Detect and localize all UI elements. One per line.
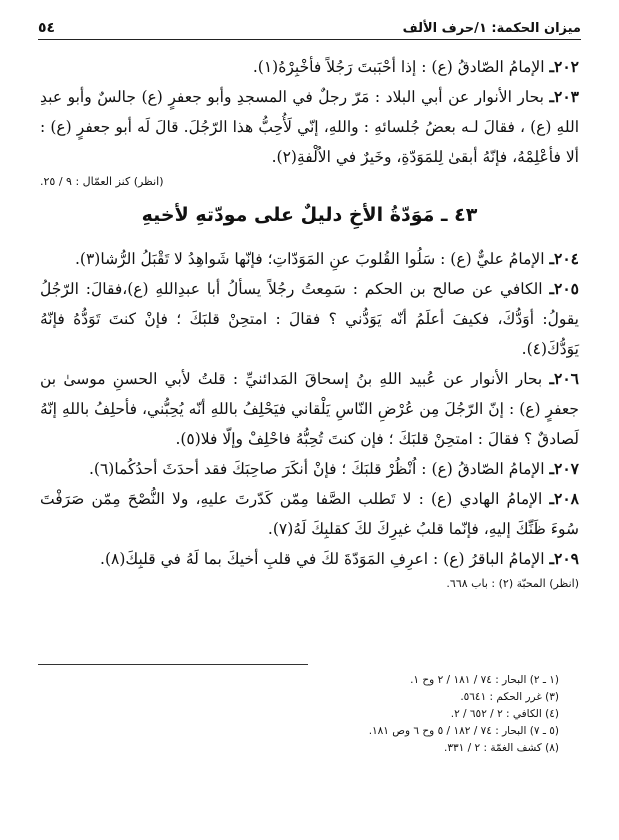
hadith-entry — [40, 52, 579, 82]
footnote: (٣) غرر الحكم : ٥٦٤١. — [460, 691, 559, 703]
hadith-text: الكافي عن صالح بن الحكم : سَمِعتُ رجُلاً يسألُ أبا عبدِاللهِ (ع)،فقالَ: الرّجُلُ يقولُ: أوَدُّكَ، فكيفَ أعلَمُ أنّه يَوَدُّني ؟ فقالَ : امتحِنْ قلبَكَ ؛ فإنْ كنتَ تَوَدُّهُ فإنّهُ يَوَدُّكَ(٤). — [40, 280, 579, 358]
hadith-entry — [40, 484, 579, 544]
footnote: (٨) كشف الغمّة : ٢ / ٣٣١. — [444, 742, 559, 754]
hadith-text: الإمامُ الباقرُ (ع) : اعرِفِ المَوَدّةَ لكَ في قلبِ أخيكَ بما لَهُ في قلبِكَ(٨). — [100, 550, 545, 568]
hadith-entry — [40, 82, 579, 172]
hadith-text: الإمامُ عليٌّ (ع) : سَلُوا القُلوبَ عنِ المَوَدّاتِ؛ فإنّها شَواهِدُ لا تَقْبَلُ الرُّشا(٣). — [74, 250, 545, 268]
hadith-number: ٢٠٧ـ — [549, 459, 579, 478]
hadith-entry — [40, 544, 579, 574]
footnote: (١ ـ ٢) البحار : ٧٤ / ١٨١ / ٢ وح ١. — [410, 674, 559, 686]
main-text — [40, 52, 579, 596]
footnote-divider — [38, 664, 308, 665]
hadith-text: الإمامُ الصّادقُ (ع) : اُنْظُرْ قلبَكَ ؛ فإنْ أنكَرَ صاحِبَكَ فقد أحدَثَ أحدُكُما(٦). — [88, 460, 545, 478]
hadith-text: بحار الأنوار عن عُبيد اللهِ بنُ إسحاقَ المَدائنيِّ : قلتُ لأبي الحسنِ موسىٰ بن جعفرٍ (ع) : إنّ الرّجُلَ مِن عُرْضِ النّاسِ يَلْقاني فيَحْلِفُ باللهِ أنّه يُحِبُّني، فأحلِفُ باللهِ إنّهُ لَصادقٌ ؟ فقالَ : امتحِنْ قلبَكَ ؛ فإن كنتَ تُحِبُّهُ فاحْلِفْ وإلّا فلا(٥). — [40, 370, 579, 448]
footnote: (٥ ـ ٧) البحار : ٧٤ / ١٨٢ / ٥ وح ٦ وص ١٨١. — [368, 725, 559, 737]
hadith-entry — [40, 274, 579, 364]
hadith-number: ٢٠٦ـ — [549, 369, 579, 388]
running-header — [38, 14, 581, 40]
hadith-number: ٢٠٣ـ — [549, 87, 579, 106]
page-number: ٥٤ — [38, 20, 56, 36]
hadith-number: ٢٠٨ـ — [549, 489, 579, 508]
hadith-text: الإمامُ الصّادقُ (ع) : إذا أحْبَبتَ رَجُلاً فأخْبِرْهُ(١). — [252, 58, 545, 76]
footnote: (٤) الكافي : ٢ / ٦٥٢ / ٢. — [450, 708, 559, 720]
cross-reference: (انظر) كنز العمّال : ٩ / ٢٥. — [40, 175, 164, 188]
book-title: ميزان الحكمة: ١/حرف الألف — [402, 21, 581, 36]
hadith-number: ٢٠٥ـ — [549, 279, 579, 298]
hadith-text: الإمامُ الهادي (ع) : لا تَطلب الصَّفا مِمّن كَدّرتَ عليهِ، ولا النُّصْحَ مِمّن صَرَفْتَ سُوءَ ظَنِّكَ إليهِ، فإنّما قلبُ غيرِكَ لكَ كقلبِكَ لَهُ(٧). — [40, 490, 579, 538]
footnotes — [199, 672, 559, 757]
hadith-number: ٢٠٩ـ — [549, 549, 579, 568]
hadith-number: ٢٠٤ـ — [549, 249, 579, 268]
hadith-number: ٢٠٢ـ — [549, 57, 579, 76]
hadith-entry — [40, 454, 579, 484]
hadith-text: بحار الأنوار عن أبي البلاد : مَرّ رجلٌ في المسجدِ وأبو جعفرٍ (ع) جالسٌ وأبو عبدِ اللهِ (ع) ، فقالَ لـه بعضُ جُلسائهِ : واللهِ، إنّي لَأُحِبُّ هذا الرّجُلَ. قالَ لَه أبو جعفرٍ (ع) : ألا فأعْلِمْهُ، فإنّهُ أبقىٰ لِلمَوَدّةِ، وخَيرٌ في الاُلْفةِ(٢). — [40, 88, 579, 166]
cross-reference: (انظر) المحبّة (٢) : باب ٦٦٨. — [446, 577, 579, 590]
hadith-entry — [40, 364, 579, 454]
section-title: ٤٣ ـ مَوَدّةُ الأخِ دليلٌ على مودّتهِ لأخيهِ — [141, 204, 478, 226]
hadith-entry — [40, 244, 579, 274]
